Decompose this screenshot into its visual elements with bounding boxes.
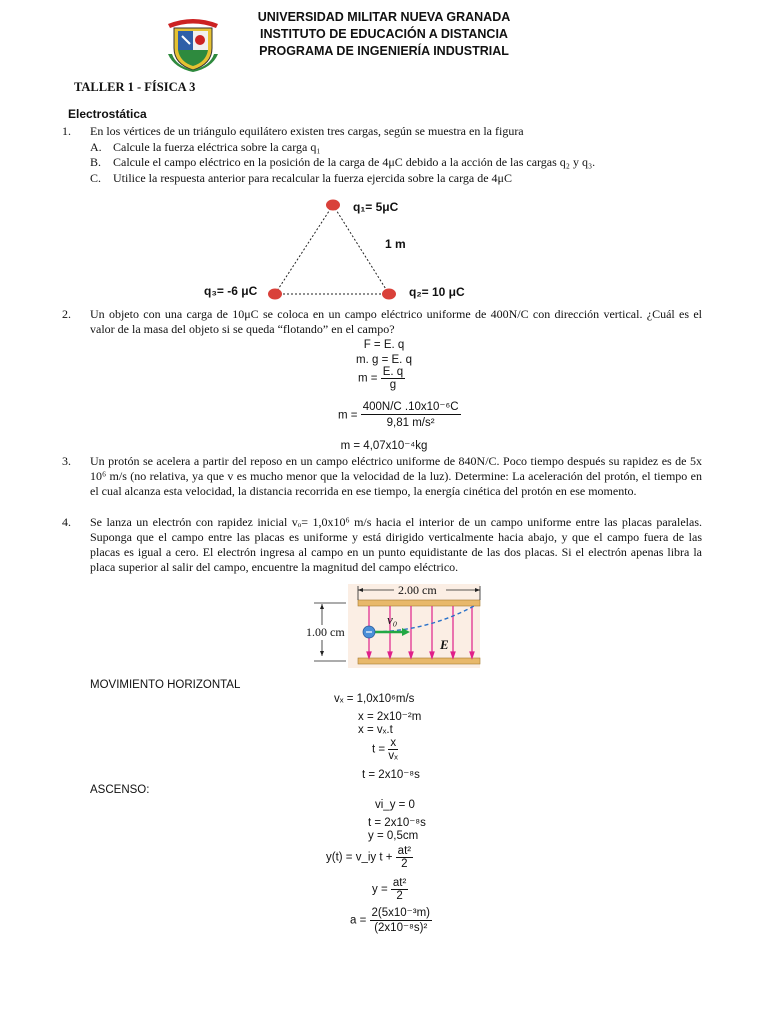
problem-4-text: Se lanza un electrón con rapidez inicial vₒ= 1,0x10⁶ m/s hacia el interior de un campo uniforme entre las placas paralelas. Suponga que el campo entre las placas es uniforme y está dirigido verticalmente hacia abajo, y que el campo fuera de las placas es igual a cero. El electrón ingresa al campo en un punto equidistante de las dos placas. Si el electrón apenas libra la placa superior al salir del campo, encuentre la magnitud del campo eléctrico. bbox=[90, 515, 702, 574]
eq2-balance: m. g = E. q bbox=[356, 354, 412, 366]
problem-1b-text: Calcule el campo eléctrico en la posición de la carga de 4μC debido a la acción de las cargas q₂ y q₃. bbox=[113, 155, 596, 169]
ascenso-heading: ASCENSO: bbox=[90, 784, 150, 796]
eq-denominator: 2 bbox=[396, 890, 403, 902]
velocity-label: v₀ bbox=[387, 612, 398, 627]
eq4-t-formula bbox=[372, 737, 398, 762]
eq-lhs: y(t) = v_iy t + bbox=[326, 851, 393, 864]
header-program: PROGRAMA DE INGENIERÍA INDUSTRIAL bbox=[259, 44, 509, 58]
eq-numerator: at² bbox=[397, 845, 412, 857]
eq-lhs: m = bbox=[338, 409, 358, 422]
label-q2: q₂= 10 μC bbox=[409, 285, 465, 299]
label-q1: q₁= 5μC bbox=[353, 200, 399, 214]
problem-1-number: 1. bbox=[62, 124, 71, 138]
eq-numerator: 2(5x10⁻³m) bbox=[371, 907, 430, 919]
eq4-x-vt: x = vₓ.t bbox=[358, 724, 393, 736]
eq-denominator: (2x10⁻⁸s)² bbox=[374, 922, 428, 934]
plate-width-label: 2.00 cm bbox=[398, 583, 437, 597]
problem-2-number: 2. bbox=[62, 307, 71, 321]
eq-denominator: 9,81 m/s² bbox=[386, 417, 435, 429]
problem-1b-letter: B. bbox=[90, 155, 102, 169]
eq4-vx: vₓ = 1,0x10⁶m/s bbox=[334, 693, 415, 705]
charge-q1 bbox=[326, 200, 340, 211]
problem-3-number: 3. bbox=[62, 454, 71, 468]
eq-numerator: 400N/C .10x10⁻⁶C bbox=[362, 401, 459, 413]
problem-4-number: 4. bbox=[62, 515, 71, 529]
problem-1-text: En los vértices de un triángulo equilátero existen tres cargas, según se muestra en la figura bbox=[90, 124, 524, 138]
eq-denominator: g bbox=[389, 379, 397, 391]
label-side: 1 m bbox=[385, 237, 406, 251]
eq-t: t = 2x10⁻⁸s bbox=[368, 817, 426, 829]
problem-1c-text: Utilice la respuesta anterior para recalcular la fuerza ejercida sobre la carga de 4μC bbox=[113, 171, 512, 185]
eq2-mass-result: m = 4,07x10⁻⁴kg bbox=[340, 440, 428, 452]
document-title: TALLER 1 - FÍSICA 3 bbox=[74, 80, 196, 94]
eq2-mass-formula bbox=[358, 366, 405, 391]
eq-lhs: m = bbox=[358, 372, 378, 385]
field-label: E bbox=[440, 637, 449, 652]
label-q3: q₃= -6 μC bbox=[204, 284, 258, 298]
eq-numerator: x bbox=[390, 737, 397, 749]
problem-1a-text: Calcule la fuerza eléctrica sobre la carga q₁ bbox=[113, 140, 321, 154]
header-institute: INSTITUTO DE EDUCACIÓN A DISTANCIA bbox=[260, 27, 508, 41]
horizontal-heading: MOVIMIENTO HORIZONTAL bbox=[90, 679, 241, 691]
eq-denominator: vₓ bbox=[388, 750, 398, 762]
problem-2-text: Un objeto con una carga de 10μC se coloca en un campo eléctrico uniforme de 400N/C con dirección vertical. ¿Cuál es el valor de la masa del objeto si se queda “flotando” en el campo? bbox=[90, 307, 702, 336]
eq-lhs: a = bbox=[350, 914, 367, 927]
eq-numerator: at² bbox=[392, 877, 407, 889]
problem-1a-letter: A. bbox=[90, 140, 102, 154]
charge-q2 bbox=[382, 289, 396, 300]
eq-lhs: t = bbox=[372, 743, 386, 756]
charge-q3 bbox=[268, 289, 282, 300]
eq-y: y = 0,5cm bbox=[368, 830, 419, 842]
eq-acceleration bbox=[350, 906, 432, 935]
eq-y-of-t bbox=[326, 845, 413, 870]
header-university: UNIVERSIDAD MILITAR NUEVA GRANADA bbox=[257, 10, 511, 24]
eq-y-simplified bbox=[372, 877, 408, 902]
eq2-force: F = E. q bbox=[363, 339, 405, 351]
problem-1c-letter: C. bbox=[90, 171, 102, 185]
eq-numerator: E. q bbox=[382, 366, 404, 378]
eq2-mass-substituted bbox=[338, 400, 461, 431]
eq4-t-result: t = 2x10⁻⁸s bbox=[362, 769, 420, 781]
eq-denominator: 2 bbox=[401, 858, 408, 870]
eq-viy: vi_y = 0 bbox=[375, 799, 415, 811]
eq4-x: x = 2x10⁻²m bbox=[358, 711, 422, 723]
plate-gap-label: 1.00 cm bbox=[306, 625, 345, 639]
section-heading: Electrostática bbox=[68, 107, 147, 121]
eq-lhs: y = bbox=[372, 883, 388, 896]
problem-3-text: Un protón se acelera a partir del reposo en un campo eléctrico uniforme de 840N/C. Poco tiempo después su rapidez es de 5x 10⁶ m/s (no relativa, ya que v es mucho menor que la velocidad de la luz). Determine: La aceleración del protón, el tiempo en el cual alcanza esta velocidad, la distancia recorrida en ese tiempo, la energía cinética del protón en ese momento. bbox=[90, 454, 702, 498]
